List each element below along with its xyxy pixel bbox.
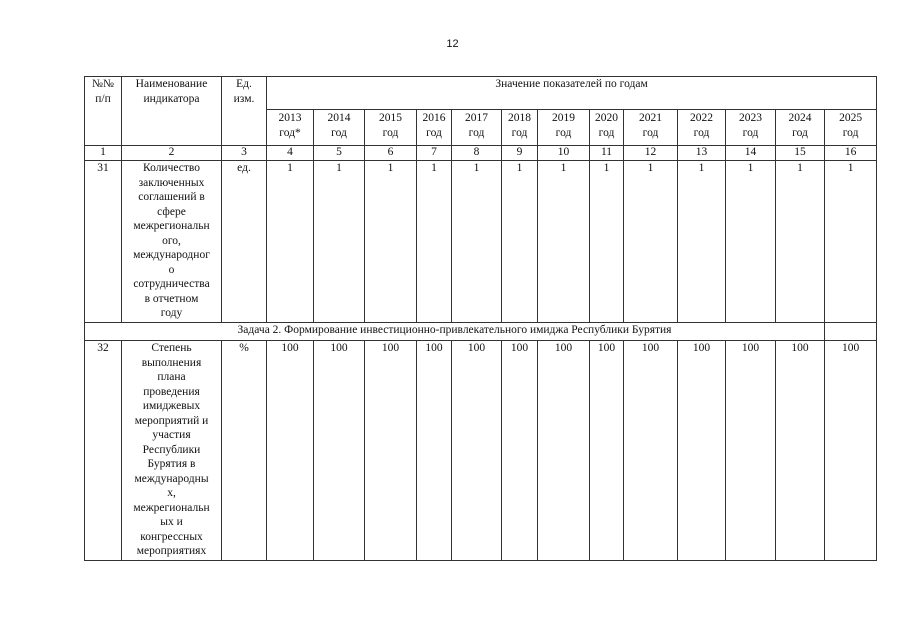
value-cell: 1 xyxy=(314,161,365,323)
value-cell: 1 xyxy=(267,161,314,323)
row-num: 31 xyxy=(85,161,122,323)
column-number: 7 xyxy=(417,146,452,161)
value-cell: 1 xyxy=(678,161,726,323)
value-cell: 1 xyxy=(590,161,624,323)
value-cell: 100 xyxy=(825,341,877,561)
value-cell: 100 xyxy=(417,341,452,561)
column-number: 3 xyxy=(222,146,267,161)
value-cell: 100 xyxy=(452,341,502,561)
column-number-row xyxy=(85,146,877,161)
column-number: 4 xyxy=(267,146,314,161)
row-num: 32 xyxy=(85,341,122,561)
indicator-name: Количество заключенных соглашений в сфере межрегиональн ого, международног о сотрудничества в отчетном году xyxy=(122,161,222,323)
value-cell: 1 xyxy=(417,161,452,323)
column-number: 2 xyxy=(122,146,222,161)
value-cell: 100 xyxy=(590,341,624,561)
value-cell: 100 xyxy=(776,341,825,561)
value-cell: 100 xyxy=(678,341,726,561)
table-row xyxy=(85,161,877,323)
column-number: 6 xyxy=(365,146,417,161)
year-cell: 2025 год xyxy=(825,110,877,146)
value-cell: 100 xyxy=(624,341,678,561)
value-cell: 1 xyxy=(825,161,877,323)
year-cell: 2024 год xyxy=(776,110,825,146)
column-number: 13 xyxy=(678,146,726,161)
header-row xyxy=(85,77,877,110)
column-number: 5 xyxy=(314,146,365,161)
year-cell: 2015 год xyxy=(365,110,417,146)
page-number: 12 xyxy=(446,38,459,50)
year-cell: 2017 год xyxy=(452,110,502,146)
column-number: 10 xyxy=(538,146,590,161)
header-unit: Ед. изм. xyxy=(222,77,267,146)
column-number: 15 xyxy=(776,146,825,161)
year-cell: 2019 год xyxy=(538,110,590,146)
column-number: 12 xyxy=(624,146,678,161)
task-empty-cell xyxy=(825,323,877,341)
year-cell: 2014 год xyxy=(314,110,365,146)
value-cell: 1 xyxy=(624,161,678,323)
value-cell: 100 xyxy=(502,341,538,561)
year-cell: 2021 год xyxy=(624,110,678,146)
value-cell: 1 xyxy=(452,161,502,323)
value-cell: 100 xyxy=(726,341,776,561)
unit-cell: ед. xyxy=(222,161,267,323)
task-row xyxy=(85,323,877,341)
value-cell: 1 xyxy=(502,161,538,323)
indicator-name: Степень выполнения плана проведения имиджевых мероприятий и участия Республики Бурятия в международны х, межрегиональн ых и конгрессных мероприятиях xyxy=(122,341,222,561)
header-values-title: Значение показателей по годам xyxy=(267,77,877,110)
value-cell: 100 xyxy=(538,341,590,561)
unit-cell: % xyxy=(222,341,267,561)
header-num: №№ п/п xyxy=(85,77,122,146)
table-row xyxy=(85,341,877,561)
column-number: 14 xyxy=(726,146,776,161)
value-cell: 100 xyxy=(365,341,417,561)
year-cell: 2020 год xyxy=(590,110,624,146)
year-cell: 2016 год xyxy=(417,110,452,146)
year-cell: 2022 год xyxy=(678,110,726,146)
column-number: 16 xyxy=(825,146,877,161)
value-cell: 1 xyxy=(776,161,825,323)
column-number: 8 xyxy=(452,146,502,161)
column-number: 1 xyxy=(85,146,122,161)
year-cell: 2013 год* xyxy=(267,110,314,146)
year-cell: 2018 год xyxy=(502,110,538,146)
value-cell: 1 xyxy=(538,161,590,323)
column-number: 9 xyxy=(502,146,538,161)
value-cell: 100 xyxy=(267,341,314,561)
value-cell: 100 xyxy=(314,341,365,561)
header-name: Наименование индикатора xyxy=(122,77,222,146)
task-heading: Задача 2. Формирование инвестиционно-привлекательного имиджа Республики Бурятия xyxy=(85,323,825,341)
column-number: 11 xyxy=(590,146,624,161)
year-cell: 2023 год xyxy=(726,110,776,146)
value-cell: 1 xyxy=(365,161,417,323)
indicators-table xyxy=(84,76,877,561)
value-cell: 1 xyxy=(726,161,776,323)
